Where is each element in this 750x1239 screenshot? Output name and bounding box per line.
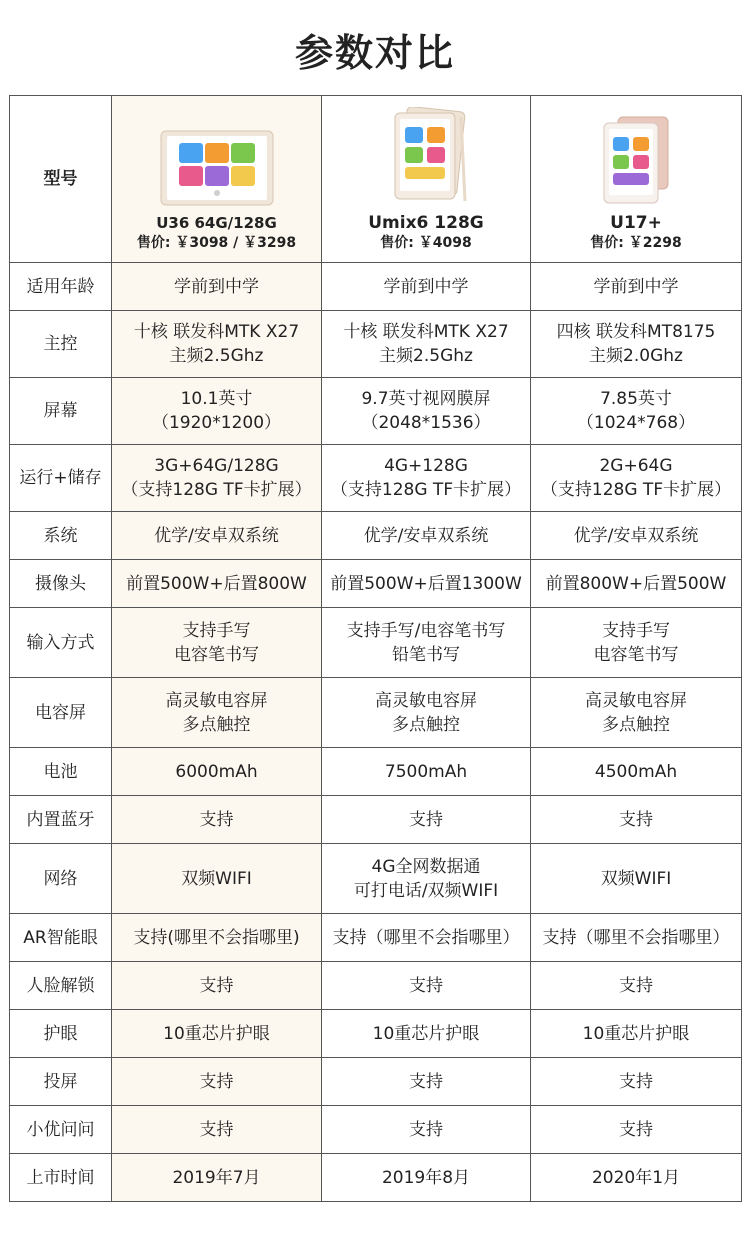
spec-row: [10, 796, 742, 844]
spec-cell: [322, 608, 531, 678]
spec-value-line: 高灵敏电容屏: [585, 690, 687, 711]
product-cell-u36: [112, 96, 322, 263]
model-row: [10, 96, 742, 263]
row-label: 投屏: [10, 1058, 112, 1106]
spec-value-line: 4G+128G: [384, 456, 468, 476]
product-price: 售价: ￥2298: [590, 235, 682, 251]
spec-cell: [322, 263, 531, 311]
spec-value-line: 优学/安卓双系统: [363, 525, 489, 546]
spec-value-line: 2G+64G: [599, 456, 673, 476]
spec-rows: [10, 263, 742, 1202]
spec-row: [10, 844, 742, 914]
spec-value-line: 铅笔书写: [392, 644, 460, 665]
spec-cell: [322, 748, 531, 796]
spec-value-line: 电容笔书写: [593, 644, 679, 665]
spec-value-line: 优学/安卓双系统: [573, 525, 699, 546]
spec-value-line: 学前到中学: [174, 276, 259, 297]
spec-row: [10, 263, 742, 311]
spec-value-line: 多点触控: [182, 714, 251, 735]
spec-value-line: 电容笔书写: [174, 644, 259, 665]
spec-cell: [112, 512, 322, 560]
spec-cell: [531, 608, 742, 678]
spec-comparison-table: [9, 95, 742, 1202]
spec-value-line: 7500mAh: [384, 761, 468, 782]
spec-row: [10, 1106, 742, 1154]
row-label: 网络: [10, 844, 112, 914]
spec-row: [10, 1010, 742, 1058]
spec-value-line: 2019年8月: [381, 1167, 471, 1188]
spec-value-line: 主频2.0Ghz: [589, 346, 683, 366]
spec-value-line: 十核 联发科MTK X27: [133, 322, 300, 342]
spec-cell: [531, 445, 742, 512]
spec-value-line: 支持: [199, 1071, 234, 1092]
spec-row: [10, 748, 742, 796]
spec-value-line: 2020年1月: [591, 1167, 681, 1188]
spec-value-line: 10重芯片护眼: [372, 1023, 480, 1044]
spec-value-line: 前置800W+后置500W: [545, 573, 727, 594]
spec-cell: [322, 914, 531, 962]
spec-cell: [531, 844, 742, 914]
spec-value-line: 支持: [409, 1119, 443, 1140]
spec-cell: [112, 608, 322, 678]
spec-value-line: 支持: [619, 1119, 653, 1140]
row-label: AR智能眼: [10, 914, 112, 962]
spec-cell: [322, 678, 531, 748]
spec-cell: [322, 445, 531, 512]
row-label: 上市时间: [10, 1154, 112, 1202]
spec-row: [10, 962, 742, 1010]
spec-value-line: 支持手写: [602, 620, 670, 641]
spec-value-line: 10重芯片护眼: [163, 1023, 270, 1044]
spec-cell: [112, 560, 322, 608]
spec-value-line: 双频WIFI: [600, 868, 672, 889]
product-cell-umix6: [322, 96, 531, 263]
model-label: 型号: [10, 96, 112, 263]
spec-cell: [322, 560, 531, 608]
page-title: 参数对比: [294, 31, 455, 75]
spec-value-line: 可打电话/双频WIFI: [353, 880, 499, 901]
spec-value-line: 学前到中学: [383, 276, 469, 297]
row-label: 系统: [10, 512, 112, 560]
spec-value-line: 支持手写/电容笔书写: [346, 620, 506, 641]
spec-value-line: 4500mAh: [594, 761, 678, 782]
row-label: 摄像头: [10, 560, 112, 608]
product-cell-u17: [531, 96, 742, 263]
spec-value-line: 3G+64G/128G: [154, 456, 279, 476]
spec-value-line: 支持: [409, 1071, 443, 1092]
spec-value-line: 双频WIFI: [181, 868, 252, 889]
spec-value-line: 10重芯片护眼: [582, 1023, 690, 1044]
spec-cell: [531, 560, 742, 608]
spec-row: [10, 512, 742, 560]
spec-cell: [112, 1058, 322, 1106]
spec-cell: [112, 1106, 322, 1154]
spec-cell: [531, 748, 742, 796]
spec-cell: [531, 796, 742, 844]
spec-cell: [322, 1010, 531, 1058]
spec-cell: [322, 512, 531, 560]
spec-cell: [112, 962, 322, 1010]
spec-cell: [112, 748, 322, 796]
spec-cell: [322, 962, 531, 1010]
spec-cell: [112, 263, 322, 311]
spec-row: [10, 1154, 742, 1202]
spec-cell: [112, 914, 322, 962]
spec-value-line: 高灵敏电容屏: [165, 690, 268, 711]
spec-cell: [112, 311, 322, 378]
spec-cell: [531, 512, 742, 560]
spec-value-line: 支持(哪里不会指哪里): [133, 927, 300, 948]
spec-cell: [531, 311, 742, 378]
spec-value-line: 主频2.5Ghz: [169, 346, 264, 366]
spec-row: [10, 560, 742, 608]
spec-value-line: （1024*768）: [576, 413, 696, 433]
spec-value-line: 前置500W+后置1300W: [330, 573, 522, 594]
spec-cell: [322, 1106, 531, 1154]
spec-row: [10, 914, 742, 962]
spec-cell: [322, 311, 531, 378]
spec-cell: [112, 796, 322, 844]
product-name: Umix6 128G: [368, 213, 484, 233]
spec-value-line: 支持: [619, 809, 653, 830]
spec-cell: [322, 1154, 531, 1202]
spec-cell: [531, 1106, 742, 1154]
product-price: 售价: ￥3098 / ￥3298: [136, 235, 297, 251]
row-label: 适用年龄: [10, 263, 112, 311]
spec-value-line: 10.1英寸: [180, 389, 253, 409]
spec-value-line: 支持手写: [182, 620, 251, 641]
row-label: 内置蓝牙: [10, 796, 112, 844]
row-label: 人脸解锁: [10, 962, 112, 1010]
spec-value-line: 前置500W+后置800W: [126, 573, 307, 594]
row-label: 护眼: [10, 1010, 112, 1058]
spec-cell: [322, 796, 531, 844]
spec-value-line: 7.85英寸: [600, 389, 672, 409]
spec-cell: [531, 962, 742, 1010]
spec-value-line: 支持: [199, 975, 234, 996]
spec-value-line: 4G全网数据通: [371, 856, 481, 877]
spec-value-line: （1920*1200）: [151, 413, 282, 433]
spec-cell: [112, 1010, 322, 1058]
spec-value-line: 四核 联发科MT8175: [556, 322, 716, 342]
spec-value-line: （2048*1536）: [361, 413, 491, 433]
spec-cell: [531, 378, 742, 445]
spec-value-line: 多点触控: [392, 714, 460, 735]
spec-cell: [112, 844, 322, 914]
spec-value-line: 支持: [199, 1119, 234, 1140]
tablet-u17-image: [596, 115, 676, 207]
spec-cell: [531, 263, 742, 311]
row-label: 电容屏: [10, 678, 112, 748]
spec-value-line: 学前到中学: [593, 276, 679, 297]
spec-value-line: 支持: [199, 809, 234, 830]
tablet-u36-image: [157, 129, 277, 207]
spec-value-line: 主频2.5Ghz: [379, 346, 473, 366]
spec-value-line: 高灵敏电容屏: [375, 690, 477, 711]
spec-row: [10, 678, 742, 748]
spec-cell: [531, 1154, 742, 1202]
row-label: 小优问问: [10, 1106, 112, 1154]
spec-cell: [531, 1058, 742, 1106]
spec-value-line: 支持: [409, 809, 443, 830]
spec-value-line: 支持: [619, 975, 653, 996]
spec-value-line: 支持（哪里不会指哪里）: [332, 927, 520, 948]
spec-cell: [322, 1058, 531, 1106]
product-price: 售价: ￥4098: [380, 235, 472, 251]
spec-cell: [112, 445, 322, 512]
row-label: 运行+储存: [10, 445, 112, 512]
spec-row: [10, 608, 742, 678]
spec-cell: [112, 678, 322, 748]
spec-cell: [531, 914, 742, 962]
spec-value-line: 6000mAh: [175, 761, 258, 782]
spec-value-line: 2019年7月: [172, 1167, 261, 1188]
product-name: U36 64G/128G: [156, 214, 277, 232]
spec-row: [10, 311, 742, 378]
spec-value-line: （支持128G TF卡扩展）: [330, 480, 522, 500]
tablet-umix6-image: [381, 107, 471, 207]
spec-value-line: 9.7英寸视网膜屏: [361, 389, 491, 409]
row-label: 主控: [10, 311, 112, 378]
row-label: 电池: [10, 748, 112, 796]
spec-value-line: （支持128G TF卡扩展）: [121, 480, 312, 500]
spec-value-line: 支持（哪里不会指哪里）: [542, 927, 730, 948]
spec-row: [10, 378, 742, 445]
spec-value-line: 十核 联发科MTK X27: [343, 322, 509, 342]
spec-cell: [112, 1154, 322, 1202]
spec-value-line: 优学/安卓双系统: [154, 525, 279, 546]
spec-value-line: （支持128G TF卡扩展）: [540, 480, 732, 500]
spec-value-line: 支持: [409, 975, 443, 996]
spec-row: [10, 445, 742, 512]
spec-cell: [531, 678, 742, 748]
spec-cell: [322, 844, 531, 914]
spec-cell: [531, 1010, 742, 1058]
spec-value-line: 多点触控: [602, 714, 670, 735]
spec-value-line: 支持: [619, 1071, 653, 1092]
row-label: 输入方式: [10, 608, 112, 678]
row-label: 屏幕: [10, 378, 112, 445]
spec-row: [10, 1058, 742, 1106]
spec-cell: [322, 378, 531, 445]
product-name: U17+: [610, 213, 662, 233]
spec-cell: [112, 378, 322, 445]
